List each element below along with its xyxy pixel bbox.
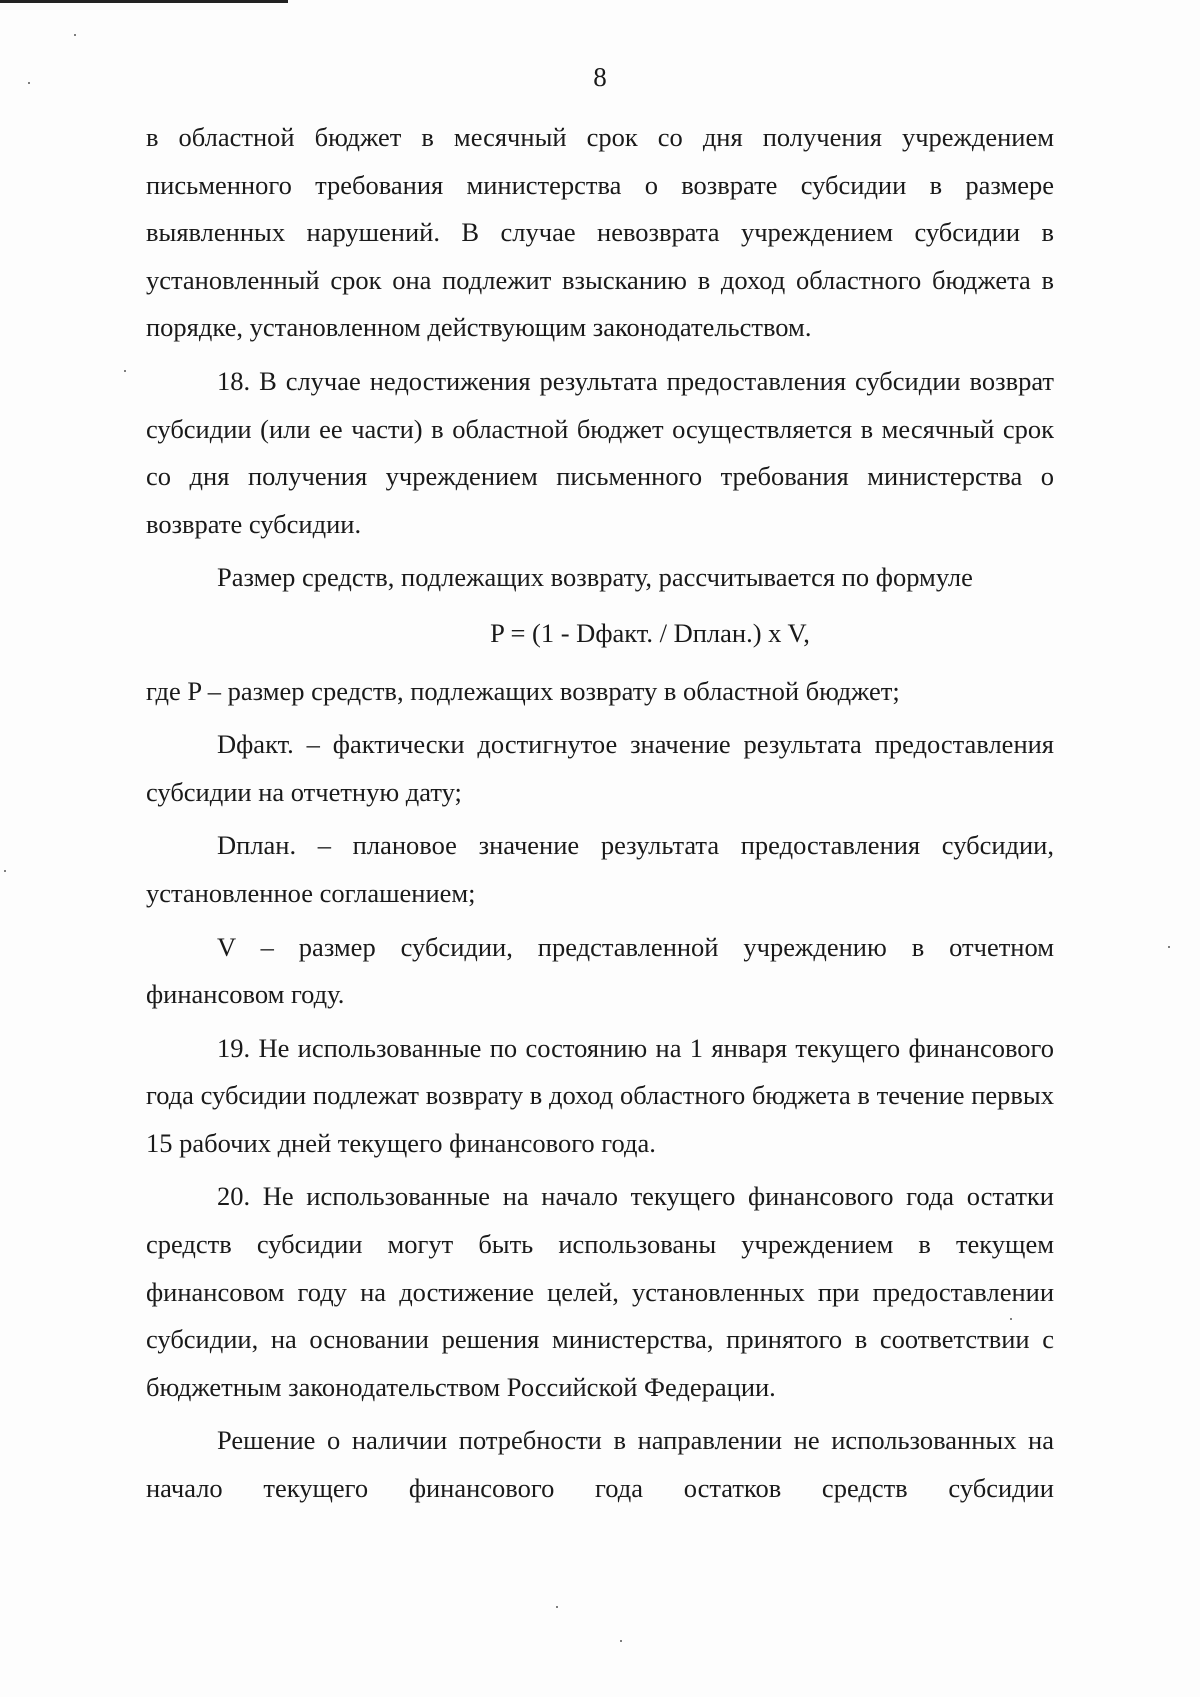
paragraph-decision: Решение о наличии потребности в направлении не использованных на начало текущего финансового года остатков средств субсидии [146, 1425, 1054, 1504]
scan-speck [74, 34, 76, 36]
paragraph-formula-where: где P – размер средств, подлежащих возврату в областной бюджет; [146, 675, 900, 706]
paragraph-definition-dplan: Dплан. – плановое значение результата предоставления субсидии, установленное соглашением; [146, 830, 1054, 908]
scan-speck [4, 870, 6, 872]
scan-top-rule [0, 0, 288, 3]
scan-speck [1168, 946, 1170, 948]
paragraph-item-20: 20. Не использованные на начало текущего финансового года остатки средств субсидии могут быть использованы учреждением в текущем финансовом году на достижение целей, установленных при предоставлении субсидии, на основании решения министерства, принятого в соответствии с бюджетным законодательством Российской Федерации. [146, 1181, 1054, 1402]
scan-speck [124, 370, 126, 372]
paragraph: в областной бюджет в месячный срок со дня получения учреждением письменного требования министерства о возврате субсидии в размере выявленных нарушений. В случае невозврата учреждением субсидии в установленный срок она подлежит взысканию в доход областного бюджета в порядке, установленном действующим законодательством. [146, 122, 1054, 343]
paragraph-item-19: 19. Не использованные по состоянию на 1 января текущего финансового года субсидии подлежат возврату в доход областного бюджета в течение первых 15 рабочих дней текущего финансового года. [146, 1032, 1054, 1158]
paragraph-item-18: 18. В случае недостижения результата предоставления субсидии возврат субсидии (или ее части) в областной бюджет осуществляется в месячный срок со дня получения учреждением письменного требования министерства о возврате субсидии. [146, 365, 1054, 539]
paragraph-definition-v: V – размер субсидии, представленной учреждению в отчетном финансовом году. [146, 931, 1054, 1010]
formula: P = (1 - Dфакт. / Dплан.) x V, [490, 617, 810, 648]
page-number: 8 [593, 62, 607, 92]
scan-speck [556, 1606, 558, 1608]
paragraph-definition-dfact: Dфакт. – фактически достигнутое значение результата предоставления субсидии на отчетную дату; [146, 729, 1054, 807]
document-body [146, 114, 1054, 1513]
scan-speck [620, 1640, 622, 1642]
paragraph-formula-intro: Размер средств, подлежащих возврату, рассчитывается по формуле [217, 562, 973, 593]
